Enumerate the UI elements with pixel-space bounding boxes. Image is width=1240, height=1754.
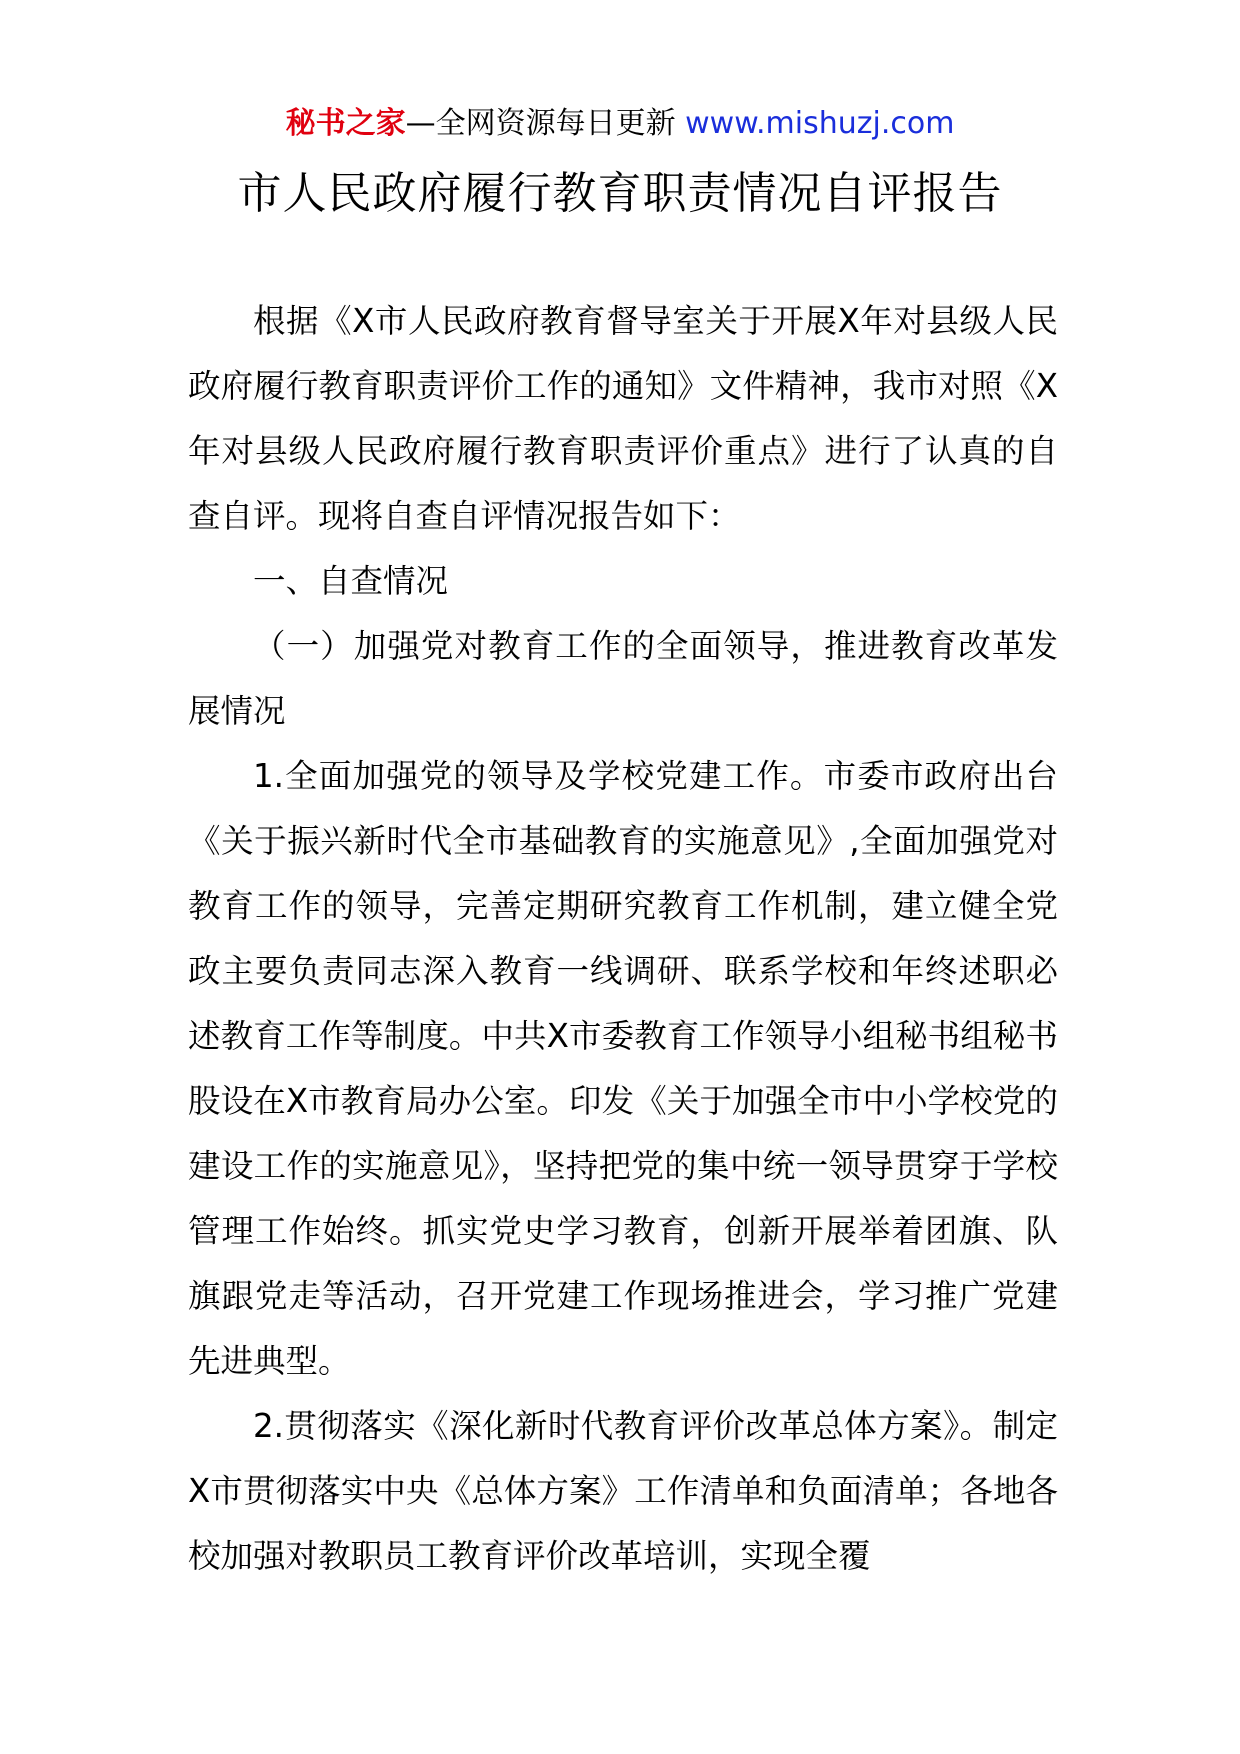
document-title: 市人民政府履行教育职责情况自评报告: [237, 168, 1003, 219]
paragraph-intro: 根据《X市人民政府教育督导室关于开展X年对县级人民政府履行教育职责评价工作的通知》文件精神，我市对照《X年对县级人民政府履行教育职责评价重点》进行了认真的自查自评。现将自查自评情况报告如下：: [188, 302, 1058, 535]
brand-name: 秘书之家: [285, 106, 406, 141]
site-banner: [0, 102, 1240, 146]
site-url-link[interactable]: www.mishuzj.com: [685, 106, 955, 141]
section-heading-self-check: 一、自查情况: [253, 562, 449, 600]
document-body: [188, 289, 1058, 1589]
paragraph-item-1: 1.全面加强党的领导及学校党建工作。市委市政府出台《关于振兴新时代全市基础教育的实施意见》,全面加强党对教育工作的领导，完善定期研究教育工作机制，建立健全党政主要负责同志深入教育一线调研、联系学校和年终述职必述教育工作等制度。中共X市委教育工作领导小组秘书组秘书股设在X市教育局办公室。印发《关于加强全市中小学校党的建设工作的实施意见》，坚持把党的集中统一领导贯穿于学校管理工作始终。抓实党史学习教育，创新开展举着团旗、队旗跟党走等活动，召开党建工作现场推进会，学习推广党建先进典型。: [188, 757, 1058, 1380]
subsection-heading-party-leadership: （一）加强党对教育工作的全面领导，推进教育改革发展情况: [188, 627, 1058, 730]
paragraph-item-2: 2.贯彻落实《深化新时代教育评价改革总体方案》。制定X市贯彻落实中央《总体方案》工作清单和负面清单；各地各校加强对教职员工教育评价改革培训，实现全覆: [188, 1407, 1058, 1575]
banner-tagline: —全网资源每日更新: [405, 106, 676, 141]
